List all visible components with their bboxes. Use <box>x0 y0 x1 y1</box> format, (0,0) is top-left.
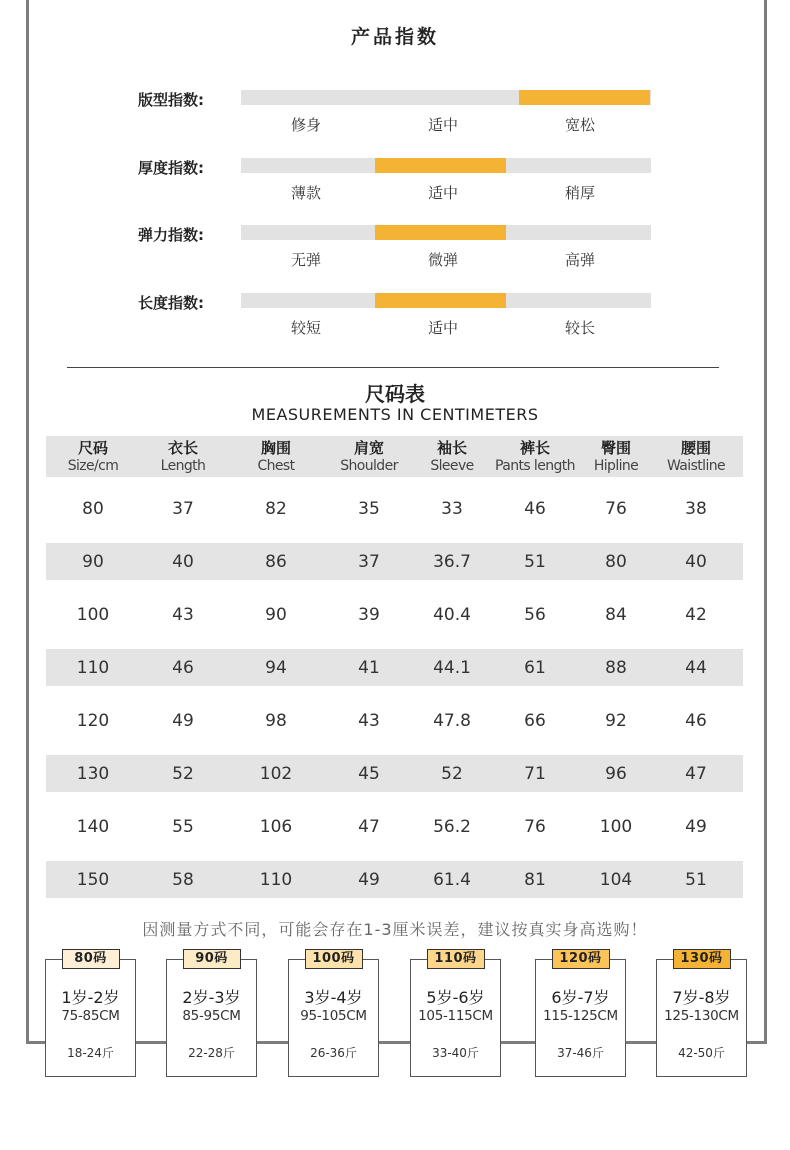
index-option-0: 修身 <box>290 116 321 134</box>
table-cell: 88 <box>605 657 627 678</box>
index-options <box>241 317 651 339</box>
card-height: 115-125CM <box>543 1008 618 1024</box>
table-cell: 52 <box>172 763 194 784</box>
size-card <box>45 951 136 1077</box>
table-cell: 110 <box>76 657 110 678</box>
size-badge: 100码 <box>305 949 363 969</box>
size-chart-title: 尺码表 <box>365 382 425 406</box>
table-header-cell <box>138 436 228 477</box>
table-cell: 47 <box>358 816 380 837</box>
table-header-cell <box>324 436 414 477</box>
table-cell: 96 <box>605 763 627 784</box>
card-height: 95-105CM <box>300 1008 367 1024</box>
index-option-2: 宽松 <box>564 116 595 134</box>
table-cell: 33 <box>441 498 463 519</box>
table-cell: 90 <box>82 551 104 572</box>
table-cell: 86 <box>265 551 287 572</box>
header-en: Shoulder <box>340 457 398 474</box>
table-cell: 46 <box>685 710 707 731</box>
table-header-cell <box>490 436 580 477</box>
table-cell: 37 <box>172 498 194 519</box>
table-cell: 80 <box>605 551 627 572</box>
table-cell: 46 <box>172 657 194 678</box>
index-option-0: 较短 <box>290 318 321 337</box>
table-cell: 56 <box>524 604 546 625</box>
table-cell: 66 <box>524 710 546 731</box>
card-weight: 18-24斤 <box>67 1046 114 1060</box>
table-cell: 102 <box>259 763 293 784</box>
table-header-cell <box>651 436 741 477</box>
table-cell: 71 <box>524 763 546 784</box>
index-label: 长度指数: <box>138 293 204 312</box>
index-highlight <box>519 90 650 105</box>
table-cell: 36.7 <box>433 551 471 572</box>
table-cell: 41 <box>358 657 380 678</box>
index-track <box>241 90 651 105</box>
table-cell: 40 <box>685 551 707 572</box>
index-options <box>241 249 651 271</box>
size-card <box>410 951 501 1077</box>
table-cell: 39 <box>358 604 380 625</box>
index-highlight <box>375 293 506 308</box>
size-badge: 120码 <box>552 949 610 969</box>
index-highlight <box>375 158 506 173</box>
header-cn: 胸围 <box>260 438 291 457</box>
table-cell: 58 <box>172 869 194 890</box>
table-cell: 47.8 <box>433 710 471 731</box>
index-track <box>241 158 651 173</box>
index-option-1: 适中 <box>427 116 458 134</box>
table-cell: 110 <box>259 869 293 890</box>
table-cell: 76 <box>605 498 627 519</box>
card-age: 7岁-8岁 <box>672 988 731 1007</box>
index-label: 弹力指数: <box>138 226 204 244</box>
size-card <box>166 951 257 1077</box>
index-label: 版型指数: <box>138 91 204 109</box>
table-row <box>46 861 743 898</box>
table-cell: 49 <box>172 710 194 731</box>
table-row <box>46 808 743 845</box>
header-en: Hipline <box>593 457 639 474</box>
header-cn: 肩宽 <box>353 438 384 457</box>
index-options <box>241 182 651 204</box>
table-cell: 51 <box>685 869 707 890</box>
table-cell: 49 <box>685 816 707 837</box>
table-cell: 35 <box>358 498 380 519</box>
index-track <box>241 293 651 308</box>
table-header-cell <box>407 436 497 477</box>
measurement-note: 因测量方式不同，可能会存在1-3厘米误差，建议按真实身高选购！ <box>142 920 648 939</box>
card-age: 5岁-6岁 <box>426 988 485 1007</box>
card-height: 105-115CM <box>418 1008 493 1024</box>
header-en: Size/cm <box>67 457 119 474</box>
table-cell: 43 <box>172 604 194 625</box>
table-cell: 100 <box>76 604 110 625</box>
table-cell: 104 <box>599 869 633 890</box>
card-weight: 33-40斤 <box>432 1046 479 1060</box>
size-badge: 130码 <box>673 949 731 969</box>
index-option-2: 较长 <box>564 318 595 337</box>
index-option-1: 适中 <box>427 318 458 337</box>
header-en: Chest <box>257 457 295 474</box>
index-option-1: 适中 <box>427 183 458 202</box>
table-cell: 92 <box>605 710 627 731</box>
table-cell: 49 <box>358 869 380 890</box>
table-row <box>46 649 743 686</box>
index-option-2: 稍厚 <box>564 183 595 202</box>
card-weight: 37-46斤 <box>557 1046 604 1060</box>
index-option-0: 薄款 <box>290 183 321 202</box>
header-cn: 袖长 <box>436 438 467 457</box>
size-card <box>656 951 747 1077</box>
index-option-0: 无弹 <box>290 251 321 269</box>
table-cell: 43 <box>358 710 380 731</box>
table-cell: 140 <box>76 816 110 837</box>
card-age: 2岁-3岁 <box>182 988 241 1007</box>
index-option-1: 微弹 <box>427 251 458 269</box>
product-index-title: 产品指数 <box>350 26 439 48</box>
table-cell: 52 <box>441 763 463 784</box>
header-en: Length <box>160 457 206 474</box>
card-height: 85-95CM <box>182 1008 241 1024</box>
header-en: Waistline <box>666 457 726 474</box>
card-age: 6岁-7岁 <box>551 988 610 1007</box>
table-cell: 46 <box>524 498 546 519</box>
table-cell: 38 <box>685 498 707 519</box>
header-cn: 裤长 <box>519 438 550 457</box>
table-cell: 80 <box>82 498 104 519</box>
size-card <box>288 951 379 1077</box>
table-cell: 82 <box>265 498 287 519</box>
table-cell: 40.4 <box>433 604 471 625</box>
table-cell: 51 <box>524 551 546 572</box>
index-track <box>241 225 651 240</box>
card-age: 3岁-4岁 <box>304 988 363 1007</box>
card-weight: 26-36斤 <box>310 1046 357 1060</box>
table-cell: 120 <box>76 710 110 731</box>
card-age: 1岁-2岁 <box>61 988 120 1007</box>
size-badge: 90码 <box>183 949 241 969</box>
table-row <box>46 490 743 527</box>
table-header-cell <box>571 436 661 477</box>
table-cell: 55 <box>172 816 194 837</box>
table-cell: 106 <box>259 816 293 837</box>
table-cell: 56.2 <box>433 816 471 837</box>
size-badge: 80码 <box>62 949 120 969</box>
header-cn: 臀围 <box>600 438 631 457</box>
table-cell: 130 <box>76 763 110 784</box>
table-row <box>46 543 743 580</box>
index-label: 厚度指数: <box>138 158 204 177</box>
header-en: Sleeve <box>430 457 474 474</box>
card-height: 125-130CM <box>664 1008 739 1024</box>
index-option-2: 高弹 <box>564 251 595 269</box>
table-header-cell <box>231 436 321 477</box>
table-cell: 90 <box>265 604 287 625</box>
table-cell: 44 <box>685 657 707 678</box>
table-cell: 81 <box>524 869 546 890</box>
index-options <box>241 114 651 136</box>
table-cell: 44.1 <box>433 657 471 678</box>
table-cell: 76 <box>524 816 546 837</box>
table-cell: 94 <box>265 657 287 678</box>
table-cell: 47 <box>685 763 707 784</box>
header-cn: 衣长 <box>167 438 198 457</box>
table-row <box>46 755 743 792</box>
table-cell: 37 <box>358 551 380 572</box>
size-card <box>535 951 626 1077</box>
table-row <box>46 702 743 739</box>
table-cell: 84 <box>605 604 627 625</box>
table-row <box>46 596 743 633</box>
table-cell: 98 <box>265 710 287 731</box>
table-header-row <box>46 436 743 477</box>
section-divider <box>67 367 719 368</box>
card-weight: 42-50斤 <box>678 1046 725 1060</box>
table-cell: 100 <box>599 816 633 837</box>
table-cell: 150 <box>76 869 110 890</box>
size-badge: 110码 <box>427 949 485 969</box>
table-cell: 61 <box>524 657 546 678</box>
index-highlight <box>375 225 506 240</box>
size-chart-subtitle: MEASUREMENTS IN CENTIMETERS <box>251 405 539 424</box>
header-cn: 尺码 <box>77 438 108 457</box>
card-weight: 22-28斤 <box>188 1046 235 1060</box>
table-cell: 45 <box>358 763 380 784</box>
table-header-cell <box>48 436 138 477</box>
table-cell: 61.4 <box>433 869 471 890</box>
table-cell: 40 <box>172 551 194 572</box>
header-en: Pants length <box>495 457 575 474</box>
card-height: 75-85CM <box>61 1008 120 1024</box>
header-cn: 腰围 <box>680 438 711 457</box>
table-cell: 42 <box>685 604 707 625</box>
